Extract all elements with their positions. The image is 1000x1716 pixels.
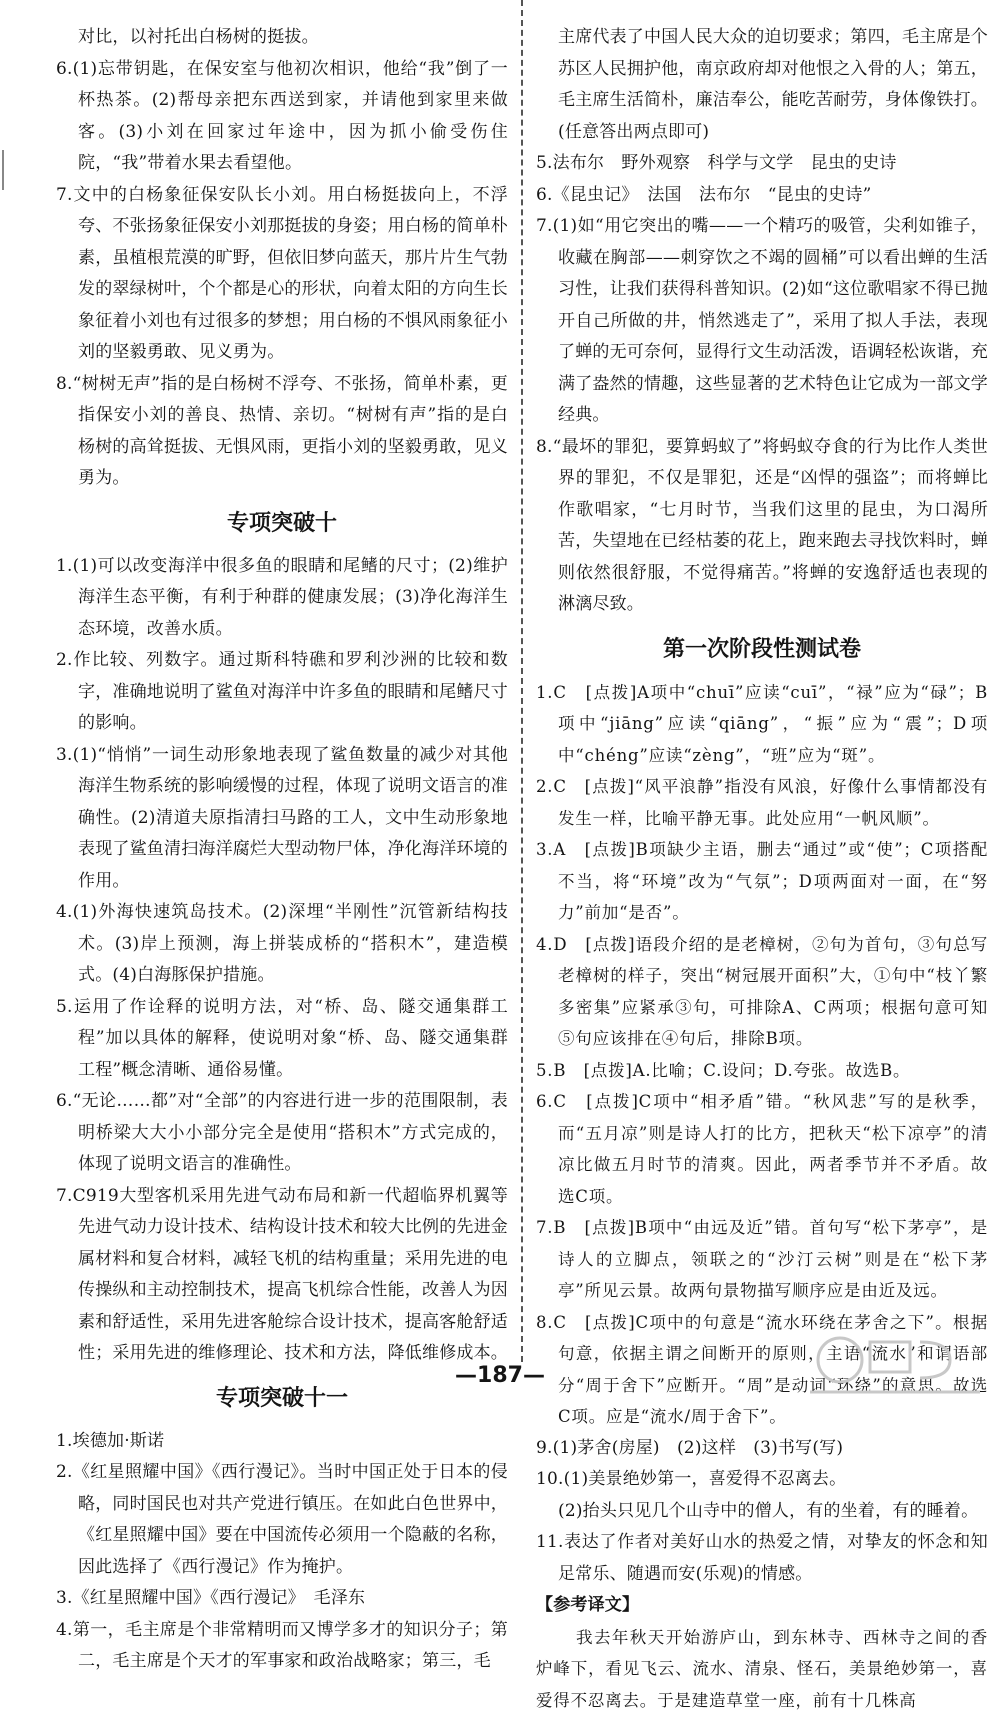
right-column <box>536 22 988 1716</box>
left-column <box>56 22 508 1678</box>
answer-item: 4.第一，毛主席是个非常精明而又博学多才的知识分子；第二，毛主席是个天才的军事家和政治战略家；第三，毛 <box>56 1615 508 1678</box>
answer-item: 6.(1)忘带钥匙，在保安室与他初次相识，他给“我”倒了一杯热茶。(2)帮母亲把东西送到家，并请他到家里来做客。(3)小刘在回家过年途中，因为抓小偷受伤住院，“我”带着水果去看望他。 <box>56 54 508 180</box>
answer-item: 1.埃德加·斯诺 <box>56 1426 508 1458</box>
answer-item: 3.A [点拨]B项缺少主语，删去“通过”或“使”；C项搭配不当，将“环境”改为“气氛”；D项两面对一面，在“努力”前加“是否”。 <box>536 834 988 929</box>
answer-item: 8.“最坏的罪犯，要算蚂蚁了”将蚂蚁夺食的行为比作人类世界的罪犯，不仅是罪犯，还是“凶悍的强盗”；而将蝉比作歌唱家，“七月时节，当我们这里的昆虫，为口渴所苦，失望地在已经枯萎的花上，跑来跑去寻找饮料时，蝉则依然很舒服，不觉得痛苦。”将蝉的安逸舒适也表现的淋漓尽致。 <box>536 432 988 621</box>
answer-item: 对比，以衬托出白杨树的挺拔。 <box>56 22 508 54</box>
answer-item: 7.文中的白杨象征保安队长小刘。用白杨挺拔向上，不浮夸、不张扬象征保安小刘那挺拔的身姿；用白杨的简单朴素，虽植根荒漠的旷野，但依旧梦向蓝天，那片片生气勃发的翠绿树叶，个个都是心的形状，向着太阳的方向生长象征着小刘也有过很多的梦想；用白杨的不惧风雨象征小刘的坚毅勇敢、见义勇为。 <box>56 180 508 369</box>
right-block-3 <box>536 1622 988 1716</box>
answer-item: 2.作比较、列数字。通过斯科特礁和罗利沙洲的比较和数字，准确地说明了鲨鱼对海洋中许多鱼的眼睛和尾鳍尺寸的影响。 <box>56 645 508 740</box>
column-divider <box>521 0 523 1362</box>
right-block-2 <box>536 677 988 1591</box>
answer-item: 6.《昆虫记》 法国 法布尔 “昆虫的史诗” <box>536 180 988 212</box>
answer-item: 5.运用了作诠释的说明方法，对“桥、岛、隧交通集群工程”加以具体的解释，使说明对象“桥、岛、隧交通集群工程”概念清晰、通俗易懂。 <box>56 992 508 1087</box>
answer-item: 4.(1)外海快速筑岛技术。(2)深埋“半刚性”沉管新结构技术。(3)岸上预测，海上拼装成桥的“搭积木”，建造模式。(4)白海豚保护措施。 <box>56 897 508 992</box>
right-block-1 <box>536 22 988 621</box>
answer-item: 我去年秋天开始游庐山，到东林寺、西林寺之间的香炉峰下，看见飞云、流水、清泉、怪石，美景绝妙第一，喜爱得不忍离去。于是建造草堂一座，前有十几株高 <box>536 1622 988 1716</box>
answer-item: 7.(1)如“用它突出的嘴——一个精巧的吸管，尖利如锥子，收藏在胸部——刺穿饮之不竭的圆桶”可以看出蝉的生活习性，让我们获得科普知识。(2)如“这位歌唱家不得已抛开自己所做的井，悄然逃走了”，采用了拟人手法，表现了蝉的无可奈何，显得行文生动活泼，语调轻松诙谐，充满了盎然的情趣，这些显著的艺术特色让它成为一部文学经典。 <box>536 211 988 432</box>
answer-item: 5.法布尔 野外观察 科学与文学 昆虫的史诗 <box>536 148 988 180</box>
section-heading-special-11: 专项突破十一 <box>56 1382 508 1416</box>
answer-item: 6.“无论……都”对“全部”的内容进行进一步的范围限制，表明桥梁大大小小部分完全是使用“搭积木”方式完成的，体现了说明文语言的准确性。 <box>56 1086 508 1181</box>
left-block-1 <box>56 22 508 495</box>
answer-item: 3.(1)“悄悄”一词生动形象地表现了鲨鱼数量的减少对其他海洋生物系统的影响缓慢的过程，体现了说明文语言的准确性。(2)清道夫原指清扫马路的工人，文中生动形象地表现了鲨鱼清扫海洋腐烂大型动物尸体，净化海洋环境的作用。 <box>56 740 508 898</box>
answer-item: 9.(1)茅舍(房屋) (2)这样 (3)书写(写) <box>536 1433 988 1465</box>
answer-item: (2)抬头只见几个山寺中的僧人，有的坐着，有的睡着。 <box>536 1496 988 1528</box>
answer-item: 8.“树树无声”指的是白杨树不浮夸、不张扬，简单朴素，更指保安小刘的善良、热情、亲切。“树树有声”指的是白杨树的高耸挺拔、无惧风雨，更指小刘的坚毅勇敢，见义勇为。 <box>56 369 508 495</box>
answer-item: 主席代表了中国人民大众的迫切要求；第四，毛主席是个苏区人民拥护他，南京政府却对他恨之入骨的人；第五，毛主席生活简朴，廉洁奉公，能吃苦耐劳，身体像铁打。(任意答出两点即可) <box>536 22 988 148</box>
answer-item: 5.B [点拨]A.比喻；C.设问；D.夸张。故选B。 <box>536 1055 988 1087</box>
watermark-logo <box>800 1322 990 1412</box>
answer-item: 8.C [点拨]C项中的句意是“流水环绕在茅舍之下”。根据句意，依据主谓之间断开的原则，主语“流水”和谓语部分“周于舍下”应断开。“周”是动词“环绕”的意思。故选C项。应是“流水/周于舍下”。 <box>536 1307 988 1433</box>
answer-item: 7.C919大型客机采用先进气动布局和新一代超临界机翼等先进气动力设计技术、结构设计技术和较大比例的先进金属材料和复合材料，减轻飞机的结构重量；采用先进的电传操纵和主动控制技术，提高飞机综合性能，改善人为因素和舒适性，采用先进客舱综合设计技术，提高客舱舒适性；采用先进的维修理论、技术和方法，降低维修成本。 <box>56 1181 508 1370</box>
left-block-3 <box>56 1426 508 1678</box>
answer-item: 2.C [点拨]“风平浪静”指没有风浪，好像什么事情都没有发生一样，比喻平静无事。此处应用“一帆风顺”。 <box>536 771 988 834</box>
section-heading-special-10: 专项突破十 <box>56 507 508 541</box>
section-heading-first-test: 第一次阶段性测试卷 <box>536 633 988 667</box>
answer-item: 4.D [点拨]语段介绍的是老樟树，②句为首句，③句总写老樟树的样子，突出“树冠展开面积”大，①句中“枝丫繁多密集”应紧承③句，可排除A、C两项；根据句意可知⑤句应该排在④句后，排除B项。 <box>536 929 988 1055</box>
margin-mark <box>2 150 10 190</box>
answer-item: 7.B [点拨]B项中“由远及近”错。首句写“松下茅亭”，是诗人的立脚点，领联之的“沙汀云树”则是在“松下茅亭”所见云景。故两句景物描写顺序应是由近及远。 <box>536 1212 988 1307</box>
answer-item: 2.《红星照耀中国》《西行漫记》。当时中国正处于日本的侵略，同时国民也对共产党进行镇压。在如此白色世界中，《红星照耀中国》要在中国流传必须用一个隐蔽的名称，因此选择了《西行漫记》作为掩护。 <box>56 1457 508 1583</box>
answer-item: 11.表达了作者对美好山水的热爱之情，对挚友的怀念和知足常乐、随遇而安(乐观)的情感。 <box>536 1527 988 1590</box>
page-number: —187— <box>0 1363 1000 1388</box>
answer-item: 3.《红星照耀中国》《西行漫记》 毛泽东 <box>56 1583 508 1615</box>
answer-item: 1.(1)可以改变海洋中很多鱼的眼睛和尾鳍的尺寸；(2)维护海洋生态平衡，有利于种群的健康发展；(3)净化海洋生态环境，改善水质。 <box>56 551 508 646</box>
answer-item: 1.C [点拨]A项中“chuī”应读“cuī”，“禄”应为“碌”；B项中“jiāng”应读“qiāng”，“振”应为“震”；D项中“chéng”应读“zèng”，“班”应为“斑”。 <box>536 677 988 772</box>
left-block-2 <box>56 551 508 1370</box>
reference-translation-label: 【参考译文】 <box>536 1590 988 1622</box>
answer-item: 6.C [点拨]C项中“相矛盾”错。“秋风悲”写的是秋季，而“五月凉”则是诗人打的比方，把秋天“松下凉亭”的清凉比做五月时节的清爽。因此，两者季节并不矛盾。故选C项。 <box>536 1086 988 1212</box>
answer-item: 10.(1)美景绝妙第一，喜爱得不忍离去。 <box>536 1464 988 1496</box>
